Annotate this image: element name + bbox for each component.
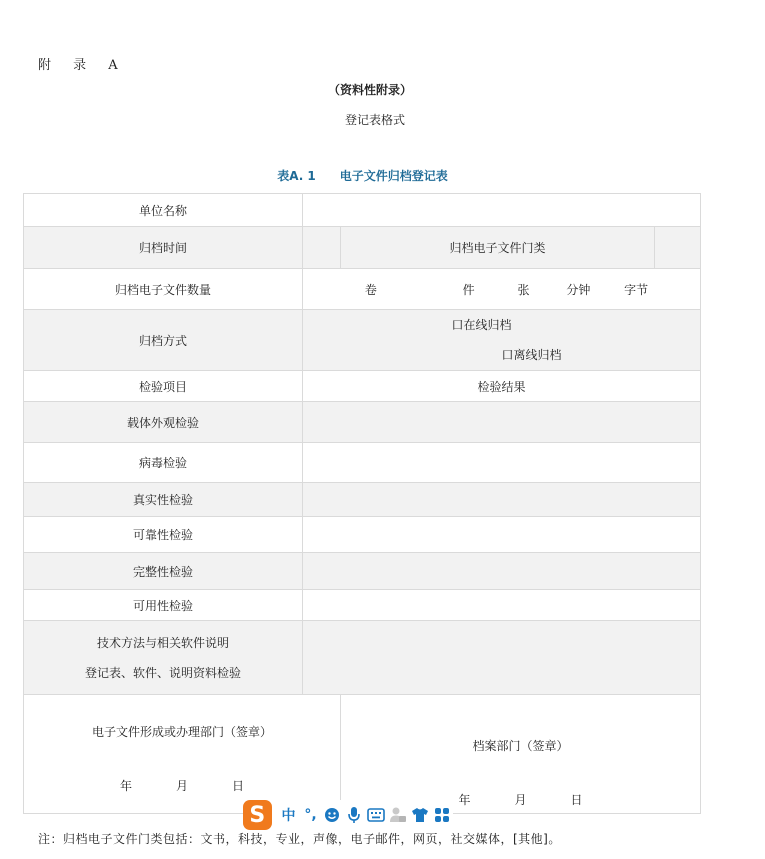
table-row — [24, 194, 701, 227]
table-number: 表A. 1 — [277, 169, 316, 183]
table-row — [24, 590, 701, 621]
table-row — [24, 371, 701, 402]
result-cell — [303, 483, 701, 517]
ime-punctuation-toggle[interactable]: °, — [304, 807, 317, 823]
date-month: 月 — [175, 779, 188, 793]
result-cell — [303, 443, 701, 483]
result-cell — [303, 553, 701, 590]
table-row — [24, 443, 701, 483]
ime-logo[interactable]: S — [243, 800, 272, 830]
label-check-result: 检验结果 — [303, 371, 701, 402]
value-unit-name — [303, 194, 701, 227]
form-dept-sign-cell — [24, 695, 341, 814]
ime-mode-toggle[interactable]: 中 — [281, 808, 296, 824]
table-row — [24, 517, 701, 553]
unit-sheet: 张 — [517, 282, 530, 297]
tech-notes-line-1: 技术方法与相关软件说明 — [96, 635, 229, 650]
check-carrier: 载体外观检验 — [24, 402, 303, 443]
emoji-icon[interactable] — [321, 802, 343, 828]
table-row — [24, 227, 701, 269]
table-caption — [0, 167, 725, 184]
online-checkbox[interactable]: 口在线归档 — [451, 318, 512, 332]
table-row — [24, 553, 701, 590]
unit-minute: 分钟 — [566, 282, 591, 297]
label-unit-name: 单位名称 — [24, 194, 303, 227]
label-doc-quantity: 归档电子文件数量 — [24, 269, 303, 310]
date-day: 日 — [232, 779, 245, 793]
check-reliability: 可靠性检验 — [24, 517, 303, 553]
value-doc-category — [655, 227, 701, 269]
table-row — [24, 310, 701, 371]
label-archive-time: 归档时间 — [24, 227, 303, 269]
result-cell — [303, 590, 701, 621]
tech-notes-line-2: 登记表、软件、说明资料检验 — [84, 665, 241, 680]
result-cell — [303, 402, 701, 443]
user-card-icon[interactable] — [387, 802, 409, 828]
date-day: 日 — [570, 793, 583, 807]
date-year: 年 — [458, 793, 471, 807]
check-integrity: 完整性检验 — [24, 553, 303, 590]
result-cell — [303, 517, 701, 553]
unit-byte: 字节 — [624, 282, 649, 297]
unit-item: 件 — [462, 282, 475, 297]
table-row — [24, 483, 701, 517]
offline-checkbox[interactable]: 口离线归档 — [501, 348, 562, 362]
appendix-heading: 附 录 A — [38, 58, 127, 73]
registration-table — [23, 193, 701, 814]
shirt-icon[interactable] — [409, 802, 431, 828]
check-authenticity: 真实性检验 — [24, 483, 303, 517]
ime-toolbar — [243, 800, 453, 830]
result-cell — [303, 621, 701, 695]
keyboard-icon[interactable] — [365, 802, 387, 828]
table-row — [24, 621, 701, 695]
form-dept-label: 电子文件形成或办理部门（签章） — [91, 725, 272, 739]
archive-dept-sign-cell — [341, 695, 701, 814]
label-tech-notes — [24, 621, 303, 695]
check-usability: 可用性检验 — [24, 590, 303, 621]
date-year: 年 — [119, 779, 132, 793]
table-title: 电子文件归档登记表 — [339, 169, 448, 183]
archive-method-options — [303, 310, 701, 371]
date-month: 月 — [514, 793, 527, 807]
quantity-units — [303, 269, 701, 310]
microphone-icon[interactable] — [343, 802, 365, 828]
appendix-title: 登记表格式 — [344, 113, 405, 127]
archive-dept-label: 档案部门（签章） — [472, 739, 569, 753]
label-doc-category: 归档电子文件门类 — [341, 227, 655, 269]
apps-grid-icon[interactable] — [431, 802, 453, 828]
unit-volume: 卷 — [364, 282, 377, 297]
appendix-type: （资料性附录） — [327, 83, 412, 97]
value-archive-time — [303, 227, 341, 269]
table-row — [24, 402, 701, 443]
table-row — [24, 695, 701, 814]
table-note: 注：归档电子文件门类包括：文书，科技，专业，声像，电子邮件，网页，社交媒体，[其他]。 — [38, 832, 561, 846]
table-row — [24, 269, 701, 310]
label-check-items: 检验项目 — [24, 371, 303, 402]
label-archive-method: 归档方式 — [24, 310, 303, 371]
form-dept-date — [24, 777, 340, 794]
check-virus: 病毒检验 — [24, 443, 303, 483]
